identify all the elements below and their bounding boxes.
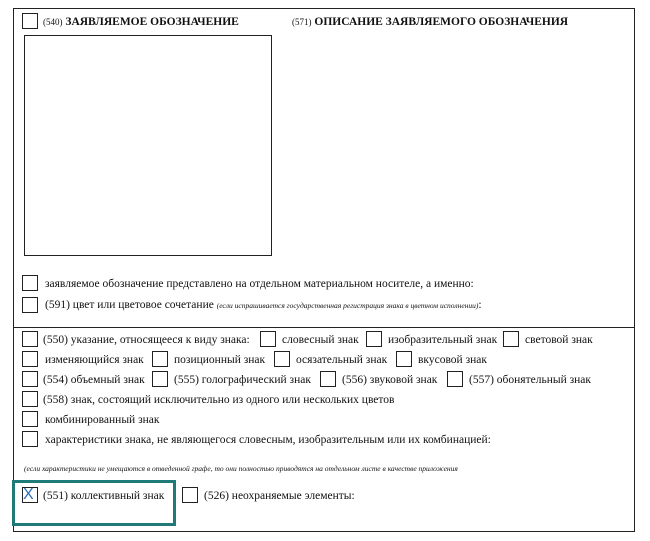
checkbox-characteristics[interactable]: [22, 431, 38, 447]
verbal-label: словесный знак: [282, 334, 359, 346]
field-571-label: (571) ОПИСАНИЕ ЗАЯВЛЯЕМОГО ОБОЗНАЧЕНИЯ: [292, 16, 569, 28]
color-591-label: (591) цвет или цветовое сочетание (если испрашивается государственная регистрация знака в цветном исполнении):: [45, 299, 482, 311]
characteristics-label: характеристики знака, не являющегося словесным, изобразительным или их комбинацией:: [45, 434, 491, 446]
checkbox-changing[interactable]: [22, 351, 38, 367]
separate-carrier-label: заявляемое обозначение представлено на отдельном материальном носителе, а именно:: [45, 278, 474, 290]
changing-label: изменяющийся знак: [45, 354, 144, 366]
olfactory-label: (557) обонятельный знак: [469, 374, 591, 386]
sound-label: (556) звуковой знак: [342, 374, 438, 386]
mark-image-box[interactable]: [24, 35, 272, 256]
volume-label: (554) объемный знак: [43, 374, 145, 386]
check-x-mark: X: [23, 486, 34, 503]
checkbox-557[interactable]: [447, 371, 463, 387]
checkbox-555[interactable]: [152, 371, 168, 387]
tactile-label: осязательный знак: [296, 354, 388, 366]
overflow-note: (если характеристики не умещаются в отведенной графе, то они полностью приводятся на отдельном листе в качестве приложения: [24, 464, 458, 473]
checkbox-556[interactable]: [320, 371, 336, 387]
checkbox-558[interactable]: [22, 391, 38, 407]
collective-label: (551) коллективный знак: [43, 490, 165, 502]
checkbox-550[interactable]: [22, 331, 38, 347]
checkbox-554[interactable]: [22, 371, 38, 387]
checkbox-540[interactable]: [22, 13, 38, 29]
kind-label: (550) указание, относящееся к виду знака:: [43, 334, 250, 346]
checkbox-taste[interactable]: [396, 351, 412, 367]
field-540-label: (540) ЗАЯВЛЯЕМОЕ ОБОЗНАЧЕНИЕ: [43, 16, 239, 28]
holographic-label: (555) голографический знак: [174, 374, 311, 386]
combined-label: комбинированный знак: [45, 414, 160, 426]
checkbox-verbal[interactable]: [260, 331, 276, 347]
checkbox-526[interactable]: [182, 487, 198, 503]
figurative-label: изобразительный знак: [388, 334, 498, 346]
positional-label: позиционный знак: [174, 354, 266, 366]
checkbox-combined[interactable]: [22, 411, 38, 427]
checkbox-tactile[interactable]: [274, 351, 290, 367]
taste-label: вкусовой знак: [418, 354, 487, 366]
checkbox-figurative[interactable]: [366, 331, 382, 347]
checkbox-separate-carrier[interactable]: [22, 275, 38, 291]
checkbox-positional[interactable]: [152, 351, 168, 367]
unprotected-label: (526) неохраняемые элементы:: [204, 490, 355, 502]
checkbox-591[interactable]: [22, 297, 38, 313]
checkbox-light[interactable]: [503, 331, 519, 347]
color-only-label: (558) знак, состоящий исключительно из одного или нескольких цветов: [43, 394, 395, 406]
light-label: световой знак: [525, 334, 593, 346]
